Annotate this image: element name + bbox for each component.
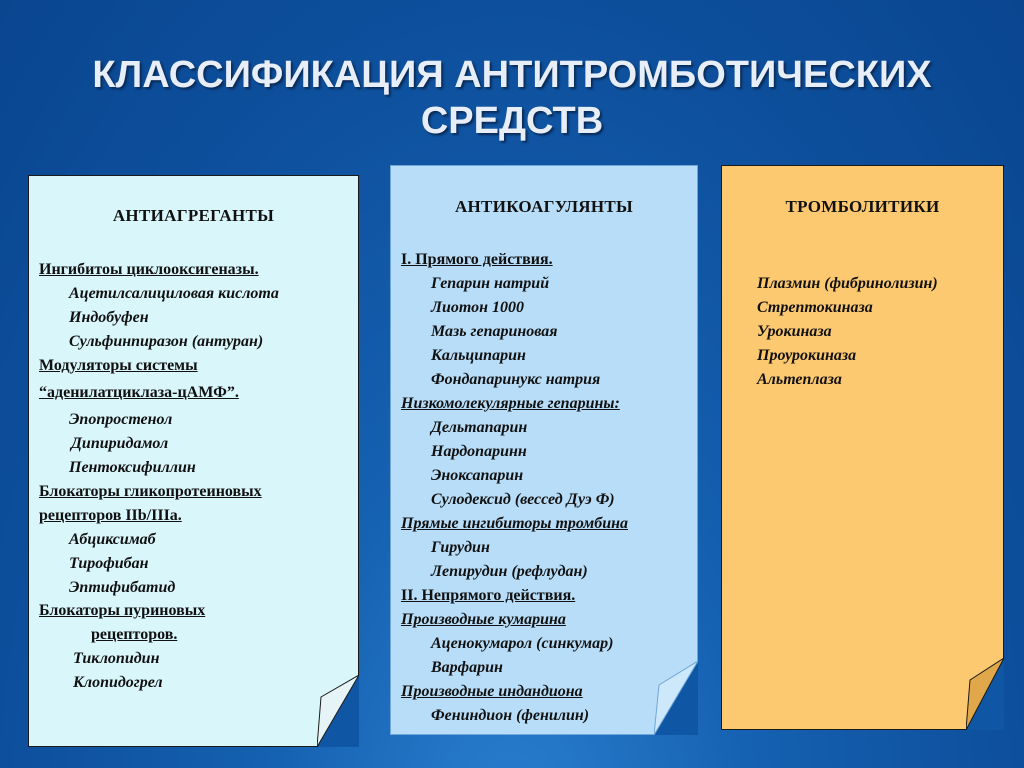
list-item: Тирофибан: [69, 555, 149, 572]
list-item: Альтеплаза: [757, 371, 842, 388]
list-item: рецепторов.: [91, 626, 178, 643]
thrombolytic-heading: ТРОМБОЛИТИКИ: [785, 197, 940, 216]
title-line-1: КЛАССИФИКАЦИЯ АНТИТРОМБОТИЧЕСКИХ: [92, 54, 932, 96]
list-item: Индобуфен: [69, 309, 149, 326]
list-item: Блокаторы гликопротеиновых: [39, 483, 262, 500]
list-item: Прямые ингибиторы тромбина: [401, 515, 629, 532]
page-curl-icon: [654, 661, 698, 735]
list-item: Производные индандиона: [401, 683, 583, 700]
list-item: Блокаторы пуриновых: [39, 602, 206, 619]
list-item: Гирудин: [431, 539, 490, 556]
list-item: Сулодексид (вессед Дуэ Ф): [431, 491, 615, 508]
list-item: Ацетилсалициловая кислота: [69, 285, 279, 302]
page-title: [0, 52, 1024, 144]
page-curl-icon: [966, 658, 1004, 730]
antiplatelet-panel: [28, 175, 359, 747]
list-item: II. Непрямого действия.: [401, 587, 576, 604]
anticoagulant-panel: [390, 165, 698, 735]
list-item: Фондапаринукс натрия: [431, 371, 601, 388]
list-item: Плазмин (фибринолизин): [757, 275, 938, 292]
title-line-2: СРЕДСТВ: [420, 100, 604, 142]
anticoagulant-heading: АНТИКОАГУЛЯНТЫ: [454, 197, 634, 216]
list-item: Сульфинпиразон (антуран): [69, 333, 264, 350]
list-item: Проурокиназа: [757, 347, 857, 364]
list-item: Абциксимаб: [69, 531, 156, 548]
list-item: I. Прямого действия.: [401, 251, 553, 268]
list-item: Пентоксифиллин: [69, 459, 196, 476]
list-item: рецепторов IIb/IIIa.: [39, 507, 182, 524]
list-item: Аценокумарол (синкумар): [431, 635, 614, 652]
list-item: Ингибитоы циклооксигеназы.: [39, 261, 259, 278]
list-item: Дельтапарин: [431, 419, 528, 436]
list-item: Эноксапарин: [431, 467, 524, 484]
list-item: Стрептокиназа: [757, 299, 873, 316]
list-item: Эптифибатид: [69, 579, 176, 596]
list-item: Тиклопидин: [73, 650, 160, 667]
list-item: “аденилатциклаза-цАМФ”.: [39, 384, 239, 401]
list-item: Дипиридамол: [71, 435, 169, 452]
list-item: Урокиназа: [757, 323, 832, 340]
list-item: Модуляторы системы: [39, 357, 198, 374]
thrombolytic-panel: [721, 165, 1004, 730]
list-item: Мазь гепариновая: [431, 323, 558, 340]
list-item: Кальципарин: [431, 347, 526, 364]
page-curl-icon: [317, 675, 359, 747]
list-item: Низкомолекулярные гепарины:: [401, 395, 620, 412]
list-item: Лепирудин (рефлудан): [431, 563, 588, 580]
list-item: Фениндион (фенилин): [431, 707, 590, 724]
list-item: Производные кумарина: [401, 611, 566, 628]
list-item: Варфарин: [431, 659, 503, 676]
antiplatelet-heading: АНТИАГРЕГАНТЫ: [112, 206, 275, 225]
list-item: Нардопаринн: [431, 443, 527, 460]
list-item: Лиотон 1000: [431, 299, 524, 316]
list-item: Гепарин натрий: [431, 275, 550, 292]
list-item: Эпопростенол: [69, 411, 173, 428]
list-item: Клопидогрел: [73, 674, 163, 691]
